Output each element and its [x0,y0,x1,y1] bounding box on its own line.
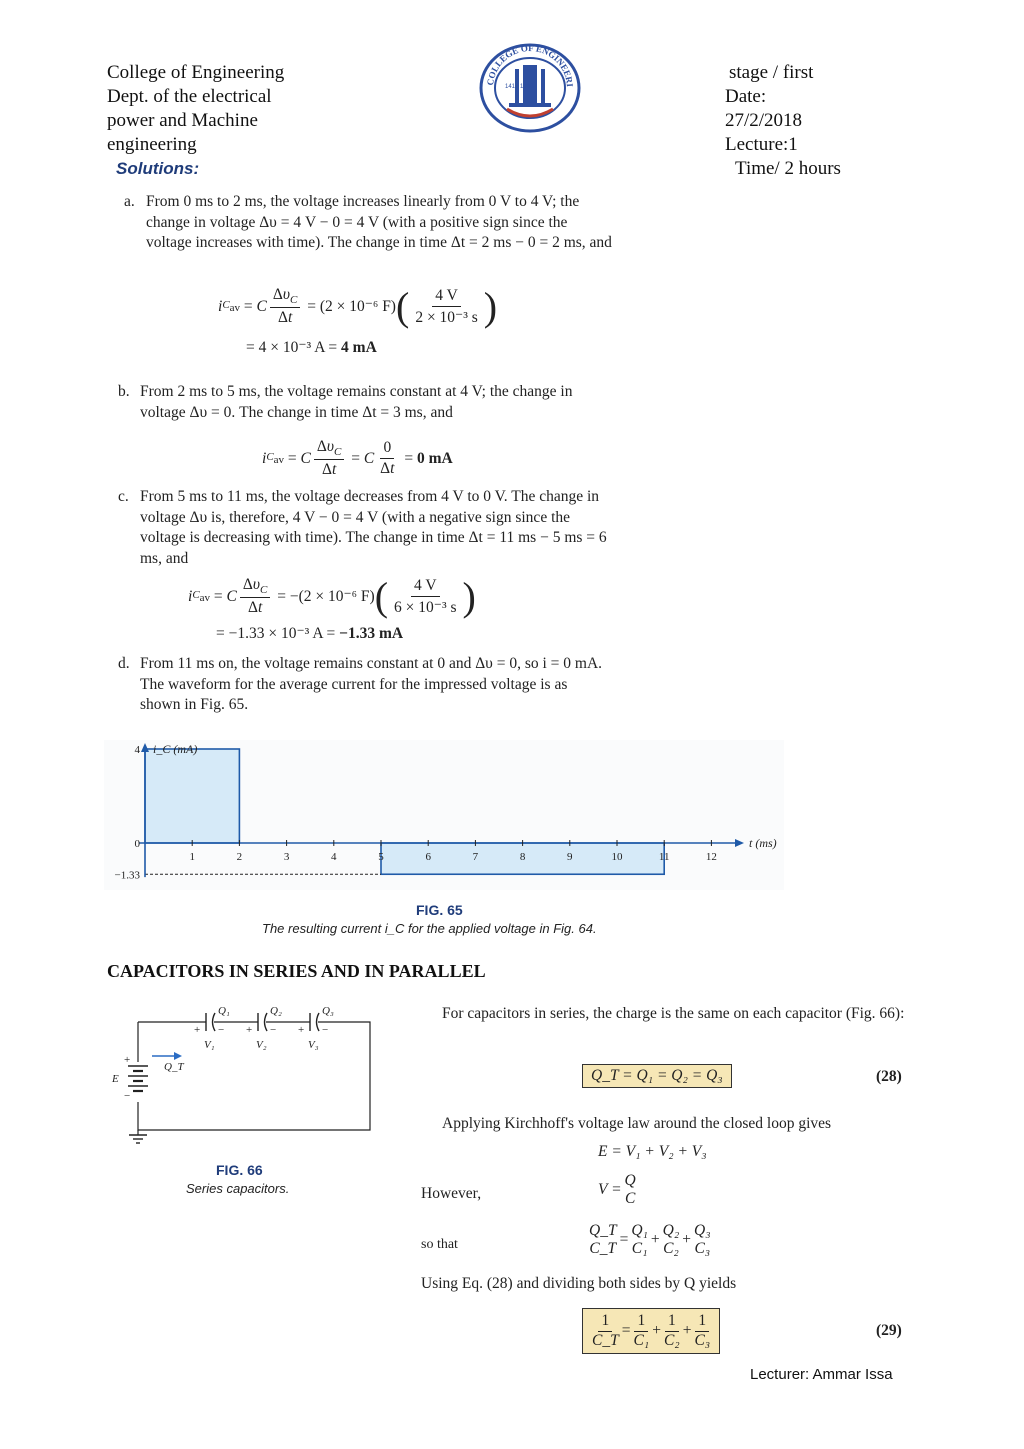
fig66-caption: Series capacitors. [186,1181,290,1196]
eq-b-result: 0 mA [416,449,453,467]
x-tick-label-10: 10 [611,851,623,863]
header-left [107,61,407,157]
y-axis-label: i_C (mA) [153,742,198,756]
item-b-equation: i $C_{av}$ = C $\frac{\Delta\upsilon_C}{\Delta t}$ = C $\frac{0}{\Delta t}$ = 0 mA [262,438,453,479]
x-axis-label: t (ms) [749,836,777,850]
logo-years: 1419 1998 [505,84,534,90]
however-text: However, [421,1185,482,1202]
kvl-equation: E = V₁ + V₂ + V₃ [598,1143,707,1160]
equation-29-number: (29) [876,1322,902,1339]
x-tick-label-3: 3 [283,851,290,863]
series-capacitor-circuit [108,1000,378,1150]
y-tick-label-2: −1.33 [114,869,140,882]
voltage-v2: V₂ [256,1039,267,1051]
current-qt: Q_T [164,1061,184,1073]
college-logo [479,43,581,133]
item-c-equation-1: i $C_{av}$ = C $\frac{\Delta\upsilon_C}{\Delta t}$ = −(2 × 10⁻⁶ F) ( $\frac{4 V}{\text{6 × 10⁻³ s}}$ ) [188,573,476,619]
lecture-label: Lecture:1 [725,134,798,155]
fig66-circuit [108,1000,378,1150]
eq-a-frac-2: $\frac{4 V}{\text{2 × 10⁻³ s}}$ [415,286,478,326]
x-tick-label-1: 1 [189,851,195,863]
eq-c-result: −1.33 mA [339,625,404,642]
using-text: Using Eq. (28) and dividing both sides by Q yields [421,1275,737,1292]
item-c-equation-2: = −1.33 × 10⁻³ A = −1.33 mA [216,625,404,642]
item-b-label: b. [118,383,130,400]
kvl-text: Applying Kirchhoff's voltage law around the closed loop gives [442,1115,832,1132]
date-value: 27/2/2018 [725,110,803,131]
y-tick-label-0: 4 [134,744,140,756]
lecturer-footer: Lecturer: Ammar Issa [750,1366,893,1383]
college-name: College of Engineering [107,62,285,83]
eq-a-coef: (2 × 10⁻⁶ F) [319,298,396,316]
item-d-label: d. [118,655,130,672]
header-right [725,61,925,181]
voltage-v1: V₁ [204,1039,215,1051]
solutions-title: Solutions: [116,159,200,178]
svg-text:−: − [218,1024,225,1036]
x-tick-label-9: 9 [567,851,573,863]
eq-a-frac-1: $\frac{\Delta\upsilon_C}{\Delta t}$ [270,286,300,327]
charge-q2: Q₂ [270,1005,282,1017]
eq-c-coef: −(2 × 10⁻⁶ F) [289,588,375,606]
y-tick-label-1: 0 [134,838,140,850]
svg-text:−: − [270,1024,277,1036]
x-tick-label-12: 12 [705,851,717,863]
x-tick-label-11: 11 [658,851,670,863]
stage-label: stage / first [729,62,814,83]
date-label: Date: [725,86,767,107]
item-c-text: From 5 ms to 11 ms, the voltage decreases from 4 V to 0 V. The change in voltage Δυ is, therefore, 4 V − 0 = 4 V (with a negative sign since the voltage is decreasing with time). The change in time Δt = 11 ms − 5 ms = 6 ms, and [140,488,607,567]
current-segment-0 [145,749,239,843]
section-heading: CAPACITORS IN SERIES AND IN PARALLEL [107,961,486,981]
current-waveform-chart [104,740,784,890]
item-a-equation-1: i $C_{av}$ = C $\frac{\Delta\upsilon_C}{\Delta t}$ = (2 × 10⁻⁶ F) ( $\frac{4 V}{\text{2 × 10⁻³ s}}$ ) [218,283,498,329]
voltage-v3: V₃ [308,1039,319,1051]
x-tick-label-5: 5 [378,851,384,863]
equation-28-box [582,1064,732,1088]
item-b-text: From 2 ms to 5 ms, the voltage remains constant at 4 V; the change in voltage Δυ = 0. The change in time Δt = 3 ms, and [140,383,573,421]
svg-text:+: + [298,1024,305,1036]
equation-28: Q_T = Q₁ = Q₂ = Q₃ [591,1067,723,1084]
source-e: E [112,1073,119,1085]
time-label: Time/ 2 hours [735,158,841,179]
equation-29-box: $\frac{1}{C\_T}$ = $\frac{1}{\text{C₁}}$ + $\frac{1}{\text{C₂}}$ + $\frac{1}{\text{C₃}}$ [582,1308,720,1354]
svg-text:−: − [322,1024,329,1036]
fig66-label: FIG. 66 [216,1162,263,1178]
x-tick-label-7: 7 [472,851,479,863]
eq-a-lhs: i [218,297,223,315]
series-intro: For capacitors in series, the charge is the same on each capacitor (Fig. 66): [442,1005,905,1022]
item-a-label: a. [124,193,135,210]
v-equation: V = Q C [598,1172,636,1207]
svg-text:−: − [124,1090,131,1102]
svg-text:+: + [246,1024,253,1036]
item-c-label: c. [118,488,129,505]
fig65-label: FIG. 65 [416,902,463,918]
item-a-equation-2: = 4 × 10⁻³ A = 4 mA [246,339,377,356]
x-tick-label-2: 2 [236,851,243,863]
eq-a-result: 4 mA [341,339,377,356]
dept-line-2: power and Machine [107,110,258,131]
charge-q3: Q₃ [322,1005,334,1017]
item-a-text: From 0 ms to 2 ms, the voltage increases linearly from 0 V to 4 V; the change in voltage Δυ = 4 V − 0 = 4 V (with a positive sign since the voltage increases with time). The change in time Δt = 2 ms − 0 = 2 ms, and [146,193,612,251]
dept-line-3: engineering [107,134,197,155]
dept-line-1: Dept. of the electrical [107,86,272,107]
equation-28-number: (28) [876,1068,902,1085]
logo-text: COLLEGE OF ENGINEERI [485,43,576,88]
charge-ratio-equation: Q_T C_T = Q₁ C₁ + Q₂ C₂ + Q₃ C₃ [589,1222,711,1257]
charge-q1: Q₁ [218,1005,230,1017]
so-that-text: so that [421,1237,458,1252]
svg-text:+: + [124,1054,131,1066]
fig65-caption: The resulting current i_C for the applied voltage in Fig. 64. [262,921,597,936]
item-d-text: From 11 ms on, the voltage remains constant at 0 and Δυ = 0, so i = 0 mA. The waveform for the average current for the impressed voltage is as shown in Fig. 65. [140,655,603,713]
logo-seal-icon [479,43,581,133]
svg-text:+: + [194,1024,201,1036]
x-tick-label-4: 4 [331,851,337,863]
fig65-chart [104,740,784,890]
x-tick-label-8: 8 [519,851,526,863]
x-tick-label-6: 6 [425,851,431,863]
